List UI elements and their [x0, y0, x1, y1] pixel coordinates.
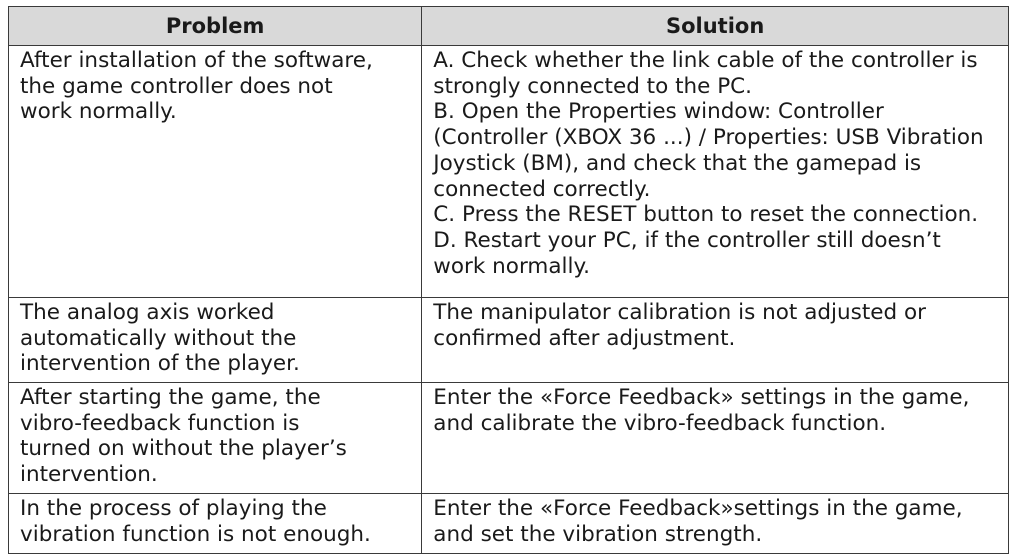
problem-text-line: intervention.	[20, 462, 158, 488]
problem-column-header: Problem	[9, 7, 422, 46]
solution-cell	[422, 46, 1009, 298]
solution-cell	[422, 494, 1009, 554]
problem-text-line: the game controller does not	[20, 73, 333, 99]
problem-cell	[9, 383, 422, 494]
table-row	[9, 298, 1009, 383]
solution-text-line: confirmed after adjustment.	[433, 325, 736, 351]
solution-text-line: Enter the «Force Feedback»settings in the game,	[433, 496, 963, 521]
table-row	[9, 46, 1009, 298]
solution-column-header: Solution	[422, 7, 1009, 46]
solution-text-line: (Controller (XBOX 36 ...) / Properties: USB Vibration	[433, 125, 984, 151]
problem-cell	[9, 298, 422, 383]
solution-text-line: strongly connected to the PC.	[433, 73, 753, 99]
troubleshooting-table	[8, 6, 1009, 554]
solution-cell	[422, 383, 1009, 494]
problem-cell	[9, 494, 422, 554]
solution-text-line: and calibrate the vibro-feedback function.	[433, 410, 887, 436]
solution-text-line: The manipulator calibration is not adjusted or	[433, 300, 926, 325]
solution-text-line: B. Open the Properties window: Controller	[433, 99, 884, 125]
problem-text-line: After installation of the software,	[20, 48, 373, 73]
header-row	[9, 7, 1009, 46]
solution-text-line: Enter the «Force Feedback» settings in the game,	[433, 385, 970, 410]
problem-text-line: The analog axis worked	[20, 300, 275, 325]
problem-cell	[9, 46, 422, 298]
table-row	[9, 383, 1009, 494]
solution-cell	[422, 298, 1009, 383]
problem-text-line: intervention of the player.	[20, 351, 300, 377]
solution-text-line: C. Press the RESET button to reset the connection.	[433, 202, 979, 228]
problem-text-line: After starting the game, the	[20, 385, 321, 410]
solution-text-line: work normally.	[433, 253, 590, 279]
problem-text-line: turned on without the player’s	[20, 436, 347, 462]
solution-text-line: D. Restart your PC, if the controller still doesn’t	[433, 227, 941, 253]
problem-text-line: work normally.	[20, 99, 177, 125]
solution-text-line: A. Check whether the link cable of the controller is	[433, 48, 978, 73]
table-row	[9, 494, 1009, 554]
problem-text-line: vibration function is not enough.	[20, 521, 371, 547]
solution-text-line: Joystick (BM), and check that the gamepad is	[433, 150, 922, 176]
problem-text-line: automatically without the	[20, 325, 297, 351]
problem-text-line: In the process of playing the	[20, 496, 327, 521]
solution-text-line: connected correctly.	[433, 176, 651, 202]
solution-text-line: and set the vibration strength.	[433, 521, 763, 547]
problem-text-line: vibro-feedback function is	[20, 410, 300, 436]
